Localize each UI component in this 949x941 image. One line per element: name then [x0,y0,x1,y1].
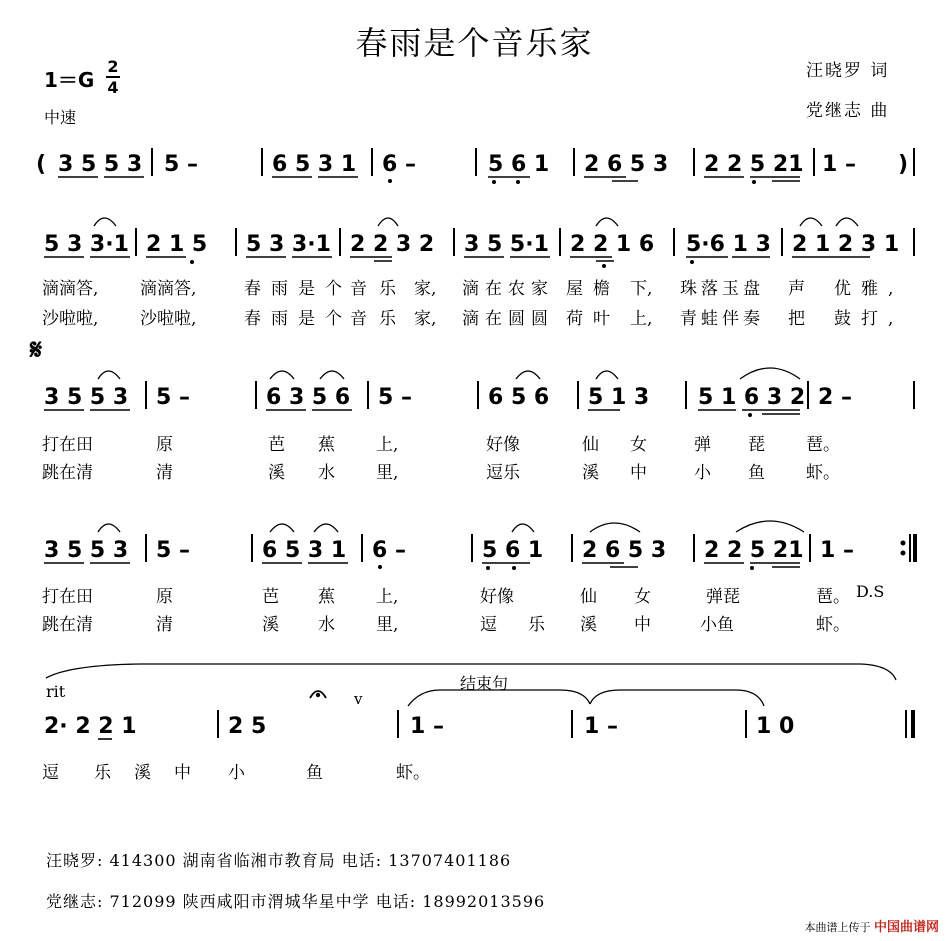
lyric: 春雨是个 [244,279,352,299]
lyric: 溪 [268,463,285,483]
paren-close: ) [898,152,909,177]
lyric: 跳在清 [42,463,93,483]
composer-contact: 党继志: 712099 陕西咸阳市渭城华星中学 电话: 18992013596 [46,892,546,911]
low-octave-dot [190,260,194,264]
lyric: 屋檐 [566,279,620,299]
lyric: 女 [634,587,651,607]
lyric: 鼓打, [834,309,904,329]
rit-marking: rit [46,682,66,701]
lyric: 上, [630,309,653,329]
lyric: 好像 [486,435,520,455]
notes-r4m6: 2 6 5 3 [582,538,667,563]
lyric: 原 [156,587,173,607]
lyric: 弹 [694,435,711,455]
low-octave-dot [512,566,516,570]
notes-r1m7: 2 2 5 21 [704,152,804,177]
notes-r4m5: 5 6 1 [482,538,544,563]
low-octave-dot [516,180,520,184]
slur [740,368,800,379]
lyric: 溪 [580,615,597,635]
lyric: 虾。 [396,763,430,783]
lyric: 跳在清 [42,615,93,635]
lyricist-contact: 汪晓罗: 414300 湖南省临湘市教育局 电话: 13707401186 [46,851,512,870]
tempo-marking: 中速 [44,108,77,127]
lyric: 蕉 [318,587,335,607]
slur [596,371,618,379]
lyric: 溪 [262,615,279,635]
lyric: 荷叶 [566,309,620,329]
lyric: 滴在农家 [462,279,554,299]
ending-tie [590,690,764,706]
notes-r4m3: 6 5 3 1 [262,538,347,563]
notes-r5m1: 2· 2 2 1 [44,714,137,739]
slur [736,521,804,532]
slur [378,218,398,226]
lyric: 水 [318,615,335,635]
notes-r3m2: 5 – [156,385,190,410]
lyric: 仙 [580,587,597,607]
notes-r1m3: 6 5 3 1 [272,152,357,177]
low-octave-dot [750,566,754,570]
notes-r4m2: 5 – [156,538,190,563]
lyric: 芭 [262,587,279,607]
notes-r3m6: 5 1 3 [588,385,650,410]
lyric: 逗乐 [486,463,520,483]
slur [98,371,120,379]
lyric: 沙啦啦, [140,309,197,329]
repeat-dots [901,541,906,556]
notes-r2m4: 2 2 3 2 [350,232,435,257]
meter-bottom: 4 [107,78,119,97]
notes-r2m2: 2 1 5 [146,232,208,257]
low-octave-dot [378,565,382,569]
low-octave-dot [752,180,756,184]
lyric: 小 [694,463,711,483]
slur [596,218,618,226]
lyric: 溪 [134,763,151,783]
lyric: 鱼 [748,463,765,483]
lyric: 打在田 [42,435,93,455]
notes-r1m6: 2 6 5 3 [584,152,669,177]
notes-r1m8: 1 – [822,152,856,177]
repeat-dot [901,551,906,556]
notes-r4m7: 2 2 5 21 [704,538,804,563]
key-signature: 1＝G [44,68,95,92]
notes-r1m5: 5 6 1 [488,152,550,177]
low-octave-dot [486,566,490,570]
song-title: 春雨是个音乐家 [355,24,594,62]
segno-sign: 𝄋 [30,333,43,366]
lyric: 乐 [94,763,111,783]
notes-r2m3: 5 3 3·1 [246,232,331,257]
notes-r5m4: 1 – [584,714,618,739]
lyric: 打在田 [42,587,93,607]
fermata-dot [316,693,320,697]
lyric: 家, [414,309,437,329]
breath-mark: v [354,690,363,708]
lyric: 琵 [748,435,765,455]
slur [590,523,640,532]
lyric: 滴滴答, [42,279,99,299]
lyric: 把 [788,309,805,329]
lyric: 清 [156,615,173,635]
lyric: 逗 [42,763,59,783]
slur [270,524,294,532]
lyric: 女 [630,435,647,455]
lyric: 优雅, [834,279,904,299]
composer-credit: 党继志 曲 [806,101,890,121]
lyric: 琶。 [816,587,850,607]
lyric: 清 [156,463,173,483]
slur [800,218,822,226]
low-octave-dot [492,180,496,184]
lyric: 乐 [528,615,545,635]
fermata [310,691,326,698]
slur [98,524,120,532]
lyric: 春雨是个 [244,309,352,329]
lyric: 珠落玉盘 [680,279,764,299]
ending-label: 结束句 [460,674,509,693]
lyric: 滴在圆圆 [462,309,554,329]
slur [512,524,534,532]
lyric: 蕉 [318,435,335,455]
lyric: 小鱼 [700,615,734,635]
lyric: 好像 [480,587,514,607]
notes-r3m4: 5 – [378,385,412,410]
lyric: 原 [156,435,173,455]
notes-r5m2: 2 5 [228,714,267,739]
notes-r2m8: 2 1 2 3 1 [792,232,900,257]
lyric: 下, [630,279,653,299]
lyric: 上, [376,587,399,607]
paren-open: ( [36,152,47,177]
lyric: 琶。 [806,435,840,455]
notes-r5m5: 1 0 [756,714,795,739]
notes-r2m1: 5 3 3·1 [44,232,129,257]
repeat-dot [901,541,906,546]
lyric: 音乐 [350,279,408,299]
lyric: 滴滴答, [140,279,197,299]
notes-r3m1: 3 5 5 3 [44,385,129,410]
lyric: 中 [174,763,191,783]
lyric: 小 [228,763,245,783]
slur [94,218,116,226]
meter-top: 2 [107,57,119,76]
notes-r2m7: 5·6 1 3 [686,232,771,257]
slur [836,218,858,226]
source-brand: 中国曲谱网 [873,920,939,935]
lyric: 弹琵 [706,587,740,607]
slur [314,524,338,532]
notes-r2m6: 2 2 1 6 [570,232,655,257]
notes-r3m7: 5 1 6 3 2 [698,385,806,410]
lyric: 沙啦啦, [42,309,99,329]
low-octave-dot [602,264,606,268]
lyric: 虾。 [816,615,850,635]
lyric: 里, [376,463,399,483]
lyric: 仙 [582,435,599,455]
notes-r1m4: 6 – [382,152,416,177]
low-octave-dot [690,260,694,264]
lyric: 家, [414,279,437,299]
lyric: 音乐 [350,309,408,329]
notes-r3m5: 6 5 6 [488,385,550,410]
source-prefix: 本曲谱上传于 [804,921,871,934]
low-octave-dot [388,179,392,183]
notes-r1m1: 3 5 5 3 [58,152,143,177]
notes-r4m1: 3 5 5 3 [44,538,129,563]
lyric: 青蛙伴奏 [680,309,764,329]
notes-r4m8: 1 – [820,538,854,563]
lyric: 中 [630,463,647,483]
lyric: 芭 [268,435,285,455]
lyric: 溪 [582,463,599,483]
lyric: 中 [634,615,651,635]
slur [516,371,540,379]
low-octave-dot [748,413,752,417]
notes-r5m3: 1 – [410,714,444,739]
slur [270,371,294,379]
slur [320,371,344,379]
lyricist-credit: 汪晓罗 词 [806,61,890,81]
lyric: 虾。 [806,463,840,483]
notes-r3m8: 2 – [818,385,852,410]
lyric: 声 [788,279,805,299]
ds-marking: D.S [856,582,885,601]
lyric: 里, [376,615,399,635]
lyric: 水 [318,463,335,483]
source-watermark [804,916,939,935]
notes-r2m5: 3 5 5·1 [464,232,549,257]
notes-r1m2: 5 – [164,152,198,177]
lyric: 逗 [480,615,497,635]
notes-r3m3: 6 3 5 6 [266,385,351,410]
notes-r4m4: 6 – [372,538,406,563]
lyric: 上, [376,435,399,455]
lyric: 鱼 [306,763,323,783]
